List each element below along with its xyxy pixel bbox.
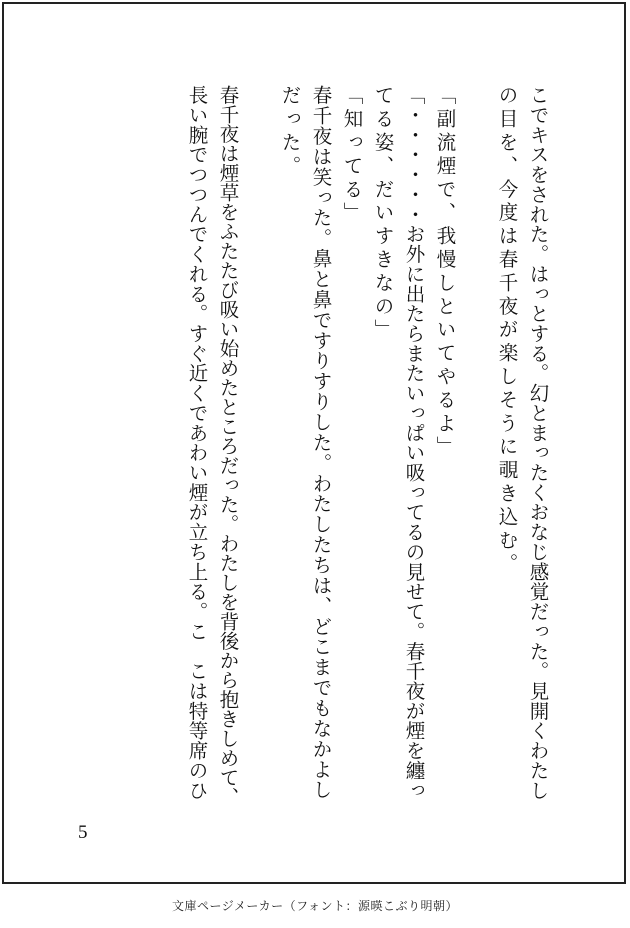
text-line-11: 春千夜は煙草をふたたび吸い始めたところだった。わたしを背後から抱きしめて、	[216, 85, 240, 807]
text-line-6: てる姿、だいすきなの」	[371, 85, 395, 343]
text-line-1: こでキスをされた。はっとする。幻とまったくおなじ感覚だった。見開くわたし	[526, 85, 550, 800]
text-line-5: 「・・・・・・お外に出たらまたいっぱい吸ってるの見せて。春千夜が煙を纏っ	[402, 85, 426, 800]
text-line-2: の目を、今度は春千夜が楽しそうに覗き込む。	[495, 85, 519, 577]
text-line-9: だった。	[278, 85, 302, 179]
page-number: 5	[78, 822, 88, 843]
footer-caption: 文庫ページメーカー（フォント：源暎こぶり明朝）	[171, 899, 459, 913]
text-line-4: 「副流煙で、我慢しといてやるよ」	[433, 85, 457, 460]
text-line-8: 春千夜は笑った。鼻と鼻ですりすりした。わたしたちは、どこまでもなかよし	[309, 85, 333, 800]
text-line-7: 「知ってる」	[340, 85, 364, 226]
text-line-12: 長い腕でつつんでくれる。すぐ近くであわい煙が立ち上る。こ こは特等席のひ	[185, 85, 209, 800]
